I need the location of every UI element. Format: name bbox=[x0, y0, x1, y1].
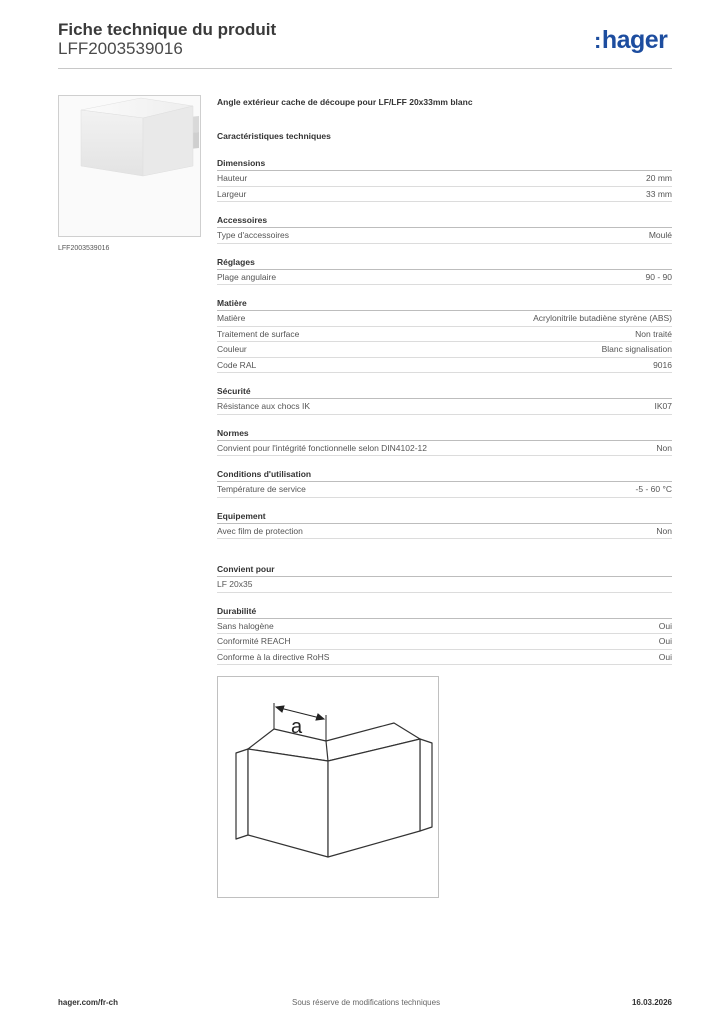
spec-value: Oui bbox=[658, 651, 672, 662]
logo-text: hager bbox=[601, 26, 668, 54]
spec-row bbox=[217, 171, 672, 187]
spec-label: Avec film de protection bbox=[217, 525, 303, 536]
logo-colon: : bbox=[594, 28, 601, 53]
spec-heading: Caractéristiques techniques bbox=[217, 131, 331, 141]
spec-value: -5 - 60 °C bbox=[635, 484, 672, 494]
spec-group-equipement bbox=[217, 510, 672, 540]
spec-label: Conformité REACH bbox=[217, 636, 291, 646]
spec-label: Sans halogène bbox=[217, 620, 274, 631]
spec-row bbox=[217, 228, 672, 244]
group-title: Normes bbox=[217, 427, 672, 441]
footer-website: hager.com/fr-ch bbox=[58, 998, 119, 1007]
spec-value: Non traité bbox=[635, 328, 672, 339]
technical-drawing bbox=[217, 676, 439, 898]
spec-group-durabilite bbox=[217, 605, 672, 666]
spec-group-conditions bbox=[217, 468, 672, 498]
spec-row bbox=[217, 650, 672, 666]
spec-label: Convient pour l'intégrité fonctionnelle selon DIN4102-12 bbox=[217, 442, 428, 453]
product-description: Angle extérieur cache de découpe pour LF/LFF 20x33mm blanc bbox=[217, 97, 473, 107]
spec-label: Type d'accessoires bbox=[217, 230, 290, 240]
spec-value: IK07 bbox=[654, 401, 672, 411]
product-photo-image bbox=[59, 96, 200, 236]
product-reference: LFF2003539016 bbox=[58, 39, 183, 58]
spec-row bbox=[217, 634, 672, 650]
product-photo bbox=[58, 95, 201, 237]
spec-row bbox=[217, 482, 672, 498]
spec-group-securite bbox=[217, 385, 672, 415]
spec-label: Code RAL bbox=[217, 359, 257, 370]
spec-row bbox=[217, 619, 672, 635]
spec-label: Matière bbox=[217, 313, 246, 323]
technical-drawing-svg bbox=[218, 677, 438, 897]
right-flap bbox=[420, 739, 432, 831]
spec-value: Non bbox=[656, 442, 672, 453]
group-title: Equipement bbox=[217, 510, 672, 524]
spec-row bbox=[217, 187, 672, 203]
spec-value: Blanc signalisation bbox=[601, 344, 672, 354]
spec-row bbox=[217, 399, 672, 415]
document-title: Fiche technique du produit bbox=[58, 20, 277, 39]
spec-row bbox=[217, 311, 672, 327]
group-title: Accessoires bbox=[217, 214, 672, 228]
spec-label: Conforme à la directive RoHS bbox=[217, 651, 330, 662]
group-title: Durabilité bbox=[217, 605, 672, 619]
footer-date: 16.03.2026 bbox=[631, 998, 672, 1007]
spec-group-normes bbox=[217, 427, 672, 457]
group-title: Convient pour bbox=[217, 563, 672, 577]
spec-value: 90 - 90 bbox=[645, 271, 672, 282]
spec-label: Largeur bbox=[217, 188, 247, 199]
left-flap bbox=[236, 749, 248, 839]
spec-label: Hauteur bbox=[217, 173, 248, 183]
hager-logo bbox=[594, 26, 667, 55]
group-title: Dimensions bbox=[217, 157, 672, 171]
spec-value: 33 mm bbox=[646, 188, 672, 199]
spec-label: Traitement de surface bbox=[217, 328, 300, 339]
spec-label: Couleur bbox=[217, 344, 247, 354]
spec-column bbox=[217, 95, 672, 699]
dimension-label: a bbox=[291, 716, 303, 738]
spec-row bbox=[217, 577, 672, 593]
spec-group-dimensions bbox=[217, 157, 672, 202]
spec-value: Non bbox=[656, 525, 672, 536]
spec-group-reglages bbox=[217, 256, 672, 286]
spec-row bbox=[217, 327, 672, 343]
footer-disclaimer: Sous réserve de modifications techniques bbox=[292, 998, 441, 1007]
group-title: Matière bbox=[217, 297, 672, 311]
front-left-face bbox=[248, 749, 328, 857]
group-title: Sécurité bbox=[217, 385, 672, 399]
spec-group-accessoires bbox=[217, 214, 672, 244]
spec-value: Acrylonitrile butadiène styrène (ABS) bbox=[533, 313, 672, 323]
spec-group-matiere bbox=[217, 297, 672, 373]
spec-value: 20 mm bbox=[646, 173, 672, 183]
photo-caption: LFF2003539016 bbox=[58, 245, 110, 252]
spec-row bbox=[217, 342, 672, 358]
spec-label: Plage angulaire bbox=[217, 271, 277, 282]
spec-value: Oui bbox=[658, 620, 672, 631]
group-title: Conditions d'utilisation bbox=[217, 468, 672, 482]
spec-value: Moulé bbox=[648, 230, 672, 240]
spec-row bbox=[217, 524, 672, 540]
spec-label: Résistance aux chocs IK bbox=[217, 401, 311, 411]
spec-row bbox=[217, 441, 672, 457]
spec-row bbox=[217, 358, 672, 374]
spec-group-convient-pour bbox=[217, 563, 672, 593]
group-title: Réglages bbox=[217, 256, 672, 270]
spec-row bbox=[217, 270, 672, 286]
spec-value: 9016 bbox=[653, 359, 672, 370]
spec-label: LF 20x35 bbox=[217, 579, 253, 589]
header-divider bbox=[58, 68, 672, 69]
spec-value: Oui bbox=[658, 636, 672, 646]
spec-label: Température de service bbox=[217, 484, 306, 494]
